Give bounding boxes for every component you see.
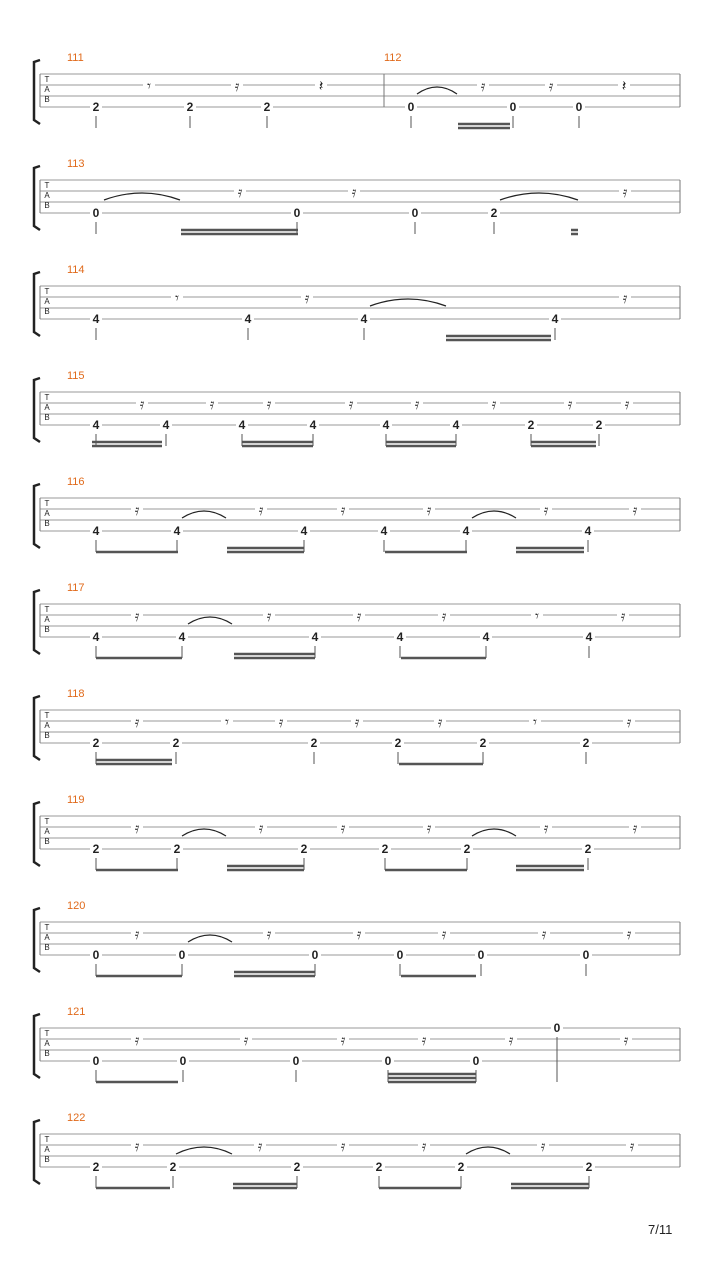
fret-number: 4 — [92, 312, 100, 326]
rest-symbol: 𝄿 — [622, 183, 628, 201]
tab-clef-letter: A — [44, 85, 50, 94]
fret-number: 4 — [360, 312, 368, 326]
fret-number: 0 — [396, 948, 404, 962]
rest-symbol: 𝄿 — [623, 1031, 629, 1049]
measure-number: 115 — [67, 370, 85, 382]
rest-symbol: 𝄿 — [624, 395, 630, 413]
rest-symbol: 𝄾 — [147, 77, 151, 95]
system-bracket — [34, 166, 40, 230]
rest-symbol: 𝄿 — [541, 925, 547, 943]
rest-symbol: 𝄿 — [622, 289, 628, 307]
rest-symbol: 𝄿 — [426, 819, 432, 837]
measure-number: 121 — [67, 1006, 86, 1018]
fret-number: 4 — [309, 418, 317, 432]
rest-symbol: 𝄿 — [620, 607, 626, 625]
fret-number: 0 — [178, 948, 186, 962]
tie-arc — [466, 1147, 510, 1154]
rest-symbol: 𝄿 — [257, 1137, 263, 1155]
fret-number: 4 — [178, 630, 186, 644]
rest-symbol: 𝄿 — [134, 925, 140, 943]
tie-arc — [182, 829, 226, 836]
system-bracket — [34, 1120, 40, 1184]
system-bracket — [34, 484, 40, 548]
tab-clef-letter: A — [44, 403, 50, 412]
fret-number: 2 — [582, 736, 590, 750]
rest-symbol: 𝄾 — [225, 713, 229, 731]
fret-number: 0 — [293, 206, 301, 220]
rest-symbol: 𝄿 — [351, 183, 357, 201]
rest-symbol: 𝄿 — [237, 183, 243, 201]
rest-symbol: 𝄿 — [134, 819, 140, 837]
tab-clef-letter: B — [44, 1155, 50, 1164]
rest-symbol: 𝄿 — [139, 395, 145, 413]
rest-symbol: 𝄾 — [533, 713, 537, 731]
fret-number: 0 — [411, 206, 419, 220]
rest-symbol: 𝄿 — [629, 1137, 635, 1155]
rest-symbol: 𝄿 — [491, 395, 497, 413]
tab-clef-letter: B — [44, 731, 50, 740]
rest-symbol: 𝄽 — [318, 77, 324, 95]
measure-number: 120 — [67, 900, 86, 912]
fret-number: 2 — [310, 736, 318, 750]
tab-clef-letter: A — [44, 1145, 50, 1154]
system-bracket — [34, 1014, 40, 1078]
rest-symbol: 𝄿 — [632, 819, 638, 837]
fret-number: 2 — [527, 418, 535, 432]
fret-number: 4 — [551, 312, 559, 326]
fret-number: 2 — [300, 842, 308, 856]
tab-clef-letter: T — [44, 923, 50, 932]
rest-symbol: 𝄿 — [437, 713, 443, 731]
rest-symbol: 𝄾 — [535, 607, 539, 625]
tab-clef-letter: A — [44, 827, 50, 836]
fret-number: 0 — [92, 206, 100, 220]
measure-number: 119 — [67, 794, 85, 806]
rest-symbol: 𝄿 — [258, 819, 264, 837]
tab-clef-letter: B — [44, 1049, 50, 1058]
fret-number: 2 — [92, 1160, 100, 1174]
measure-number: 112 — [384, 52, 402, 64]
rest-symbol: 𝄿 — [134, 1137, 140, 1155]
measure-number: 116 — [67, 476, 85, 488]
rest-symbol: 𝄿 — [266, 395, 272, 413]
fret-number: 0 — [472, 1054, 480, 1068]
rest-symbol: 𝄿 — [348, 395, 354, 413]
tab-clef-letter: B — [44, 943, 50, 952]
rest-symbol: 𝄿 — [480, 77, 486, 95]
rest-symbol: 𝄿 — [548, 77, 554, 95]
rest-symbol: 𝄿 — [421, 1031, 427, 1049]
fret-number: 0 — [179, 1054, 187, 1068]
fret-number: 2 — [92, 842, 100, 856]
fret-number: 0 — [509, 100, 517, 114]
tab-clef-letter: B — [44, 201, 50, 210]
rest-symbol: 𝄿 — [354, 713, 360, 731]
tie-arc — [417, 87, 457, 94]
fret-number: 2 — [584, 842, 592, 856]
rest-symbol: 𝄿 — [209, 395, 215, 413]
rest-symbol: 𝄽 — [621, 77, 627, 95]
measure-number: 122 — [67, 1112, 86, 1124]
rest-symbol: 𝄿 — [340, 1031, 346, 1049]
rest-symbol: 𝄿 — [340, 501, 346, 519]
rest-symbol: 𝄾 — [175, 289, 179, 307]
tab-clef-letter: A — [44, 509, 50, 518]
tab-clef-letter: B — [44, 413, 50, 422]
fret-number: 4 — [585, 630, 593, 644]
page-number: 7/11 — [648, 1222, 673, 1237]
tie-arc — [472, 511, 516, 518]
rest-symbol: 𝄿 — [258, 501, 264, 519]
rest-symbol: 𝄿 — [134, 607, 140, 625]
tie-arc — [370, 299, 446, 306]
rest-symbol: 𝄿 — [266, 607, 272, 625]
fret-number: 4 — [452, 418, 460, 432]
rest-symbol: 𝄿 — [234, 77, 240, 95]
fret-number: 2 — [595, 418, 603, 432]
tab-clef-letter: B — [44, 519, 50, 528]
rest-symbol: 𝄿 — [626, 925, 632, 943]
fret-number: 0 — [582, 948, 590, 962]
fret-number: 2 — [92, 100, 100, 114]
rest-symbol: 𝄿 — [426, 501, 432, 519]
rest-symbol: 𝄿 — [134, 1031, 140, 1049]
fret-number: 0 — [575, 100, 583, 114]
fret-number: 2 — [375, 1160, 383, 1174]
fret-number: 4 — [244, 312, 252, 326]
tab-clef-letter: A — [44, 721, 50, 730]
fret-number: 4 — [382, 418, 390, 432]
fret-number: 4 — [380, 524, 388, 538]
fret-number: 4 — [162, 418, 170, 432]
rest-symbol: 𝄿 — [421, 1137, 427, 1155]
fret-number: 4 — [92, 630, 100, 644]
fret-number: 4 — [396, 630, 404, 644]
fret-number: 4 — [92, 418, 100, 432]
fret-number: 2 — [490, 206, 498, 220]
fret-number: 2 — [381, 842, 389, 856]
tab-clef-letter: T — [44, 817, 50, 826]
tab-clef-letter: A — [44, 191, 50, 200]
tab-clef-letter: B — [44, 837, 50, 846]
tie-arc — [188, 935, 232, 942]
system-bracket — [34, 272, 40, 336]
fret-number: 2 — [172, 736, 180, 750]
rest-symbol: 𝄿 — [356, 607, 362, 625]
fret-number: 2 — [463, 842, 471, 856]
rest-symbol: 𝄿 — [508, 1031, 514, 1049]
fret-number: 0 — [477, 948, 485, 962]
tab-clef-letter: B — [44, 307, 50, 316]
tab-clef-letter: A — [44, 933, 50, 942]
rest-symbol: 𝄿 — [543, 501, 549, 519]
fret-number: 4 — [462, 524, 470, 538]
fret-number: 2 — [186, 100, 194, 114]
rest-symbol: 𝄿 — [304, 289, 310, 307]
tab-clef-letter: T — [44, 1029, 50, 1038]
fret-number: 0 — [311, 948, 319, 962]
rest-symbol: 𝄿 — [632, 501, 638, 519]
fret-number: 4 — [238, 418, 246, 432]
rest-symbol: 𝄿 — [356, 925, 362, 943]
rest-symbol: 𝄿 — [340, 819, 346, 837]
system-bracket — [34, 696, 40, 760]
measure-number: 117 — [67, 582, 85, 594]
fret-number: 4 — [92, 524, 100, 538]
tab-clef-letter: B — [44, 95, 50, 104]
rest-symbol: 𝄿 — [441, 607, 447, 625]
rest-symbol: 𝄿 — [134, 713, 140, 731]
system-bracket — [34, 60, 40, 124]
rest-symbol: 𝄿 — [441, 925, 447, 943]
tab-clef-letter: T — [44, 181, 50, 190]
rest-symbol: 𝄿 — [540, 1137, 546, 1155]
measure-number: 113 — [67, 158, 85, 170]
tab-clef-letter: T — [44, 1135, 50, 1144]
fret-number: 2 — [169, 1160, 177, 1174]
measure-number: 114 — [67, 264, 85, 276]
rest-symbol: 𝄿 — [266, 925, 272, 943]
tie-arc — [472, 829, 516, 836]
rest-symbol: 𝄿 — [243, 1031, 249, 1049]
fret-number: 2 — [263, 100, 271, 114]
fret-number: 2 — [293, 1160, 301, 1174]
system-bracket — [34, 802, 40, 866]
fret-number: 2 — [92, 736, 100, 750]
fret-number: 2 — [479, 736, 487, 750]
rest-symbol: 𝄿 — [567, 395, 573, 413]
fret-number: 4 — [311, 630, 319, 644]
fret-number: 4 — [173, 524, 181, 538]
rest-symbol: 𝄿 — [134, 501, 140, 519]
fret-number: 2 — [457, 1160, 465, 1174]
tab-clef-letter: T — [44, 711, 50, 720]
rest-symbol: 𝄿 — [414, 395, 420, 413]
fret-number: 2 — [173, 842, 181, 856]
tab-clef-letter: T — [44, 605, 50, 614]
system-bracket — [34, 590, 40, 654]
fret-number: 0 — [292, 1054, 300, 1068]
rest-symbol: 𝄿 — [543, 819, 549, 837]
measure-number: 111 — [67, 52, 84, 64]
tab-clef-letter: A — [44, 297, 50, 306]
fret-number: 0 — [407, 100, 415, 114]
tab-clef-letter: B — [44, 625, 50, 634]
tie-arc — [188, 617, 232, 624]
system-bracket — [34, 378, 40, 442]
rest-symbol: 𝄿 — [278, 713, 284, 731]
fret-number: 4 — [300, 524, 308, 538]
tie-arc — [182, 511, 226, 518]
tab-clef-letter: A — [44, 615, 50, 624]
fret-number: 2 — [585, 1160, 593, 1174]
fret-number: 0 — [384, 1054, 392, 1068]
fret-number: 0 — [553, 1021, 561, 1035]
rest-symbol: 𝄿 — [340, 1137, 346, 1155]
fret-number: 4 — [482, 630, 490, 644]
tab-clef-letter: T — [44, 75, 50, 84]
tie-arc — [104, 193, 180, 200]
tab-clef-letter: A — [44, 1039, 50, 1048]
fret-number: 0 — [92, 1054, 100, 1068]
fret-number: 0 — [92, 948, 100, 962]
tab-clef-letter: T — [44, 287, 50, 296]
tab-clef-letter: T — [44, 499, 50, 508]
tie-arc — [500, 193, 578, 200]
tie-arc — [176, 1147, 232, 1154]
rest-symbol: 𝄿 — [626, 713, 632, 731]
tab-clef-letter: T — [44, 393, 50, 402]
measure-number: 118 — [67, 688, 85, 700]
fret-number: 2 — [394, 736, 402, 750]
system-bracket — [34, 908, 40, 972]
fret-number: 4 — [584, 524, 592, 538]
